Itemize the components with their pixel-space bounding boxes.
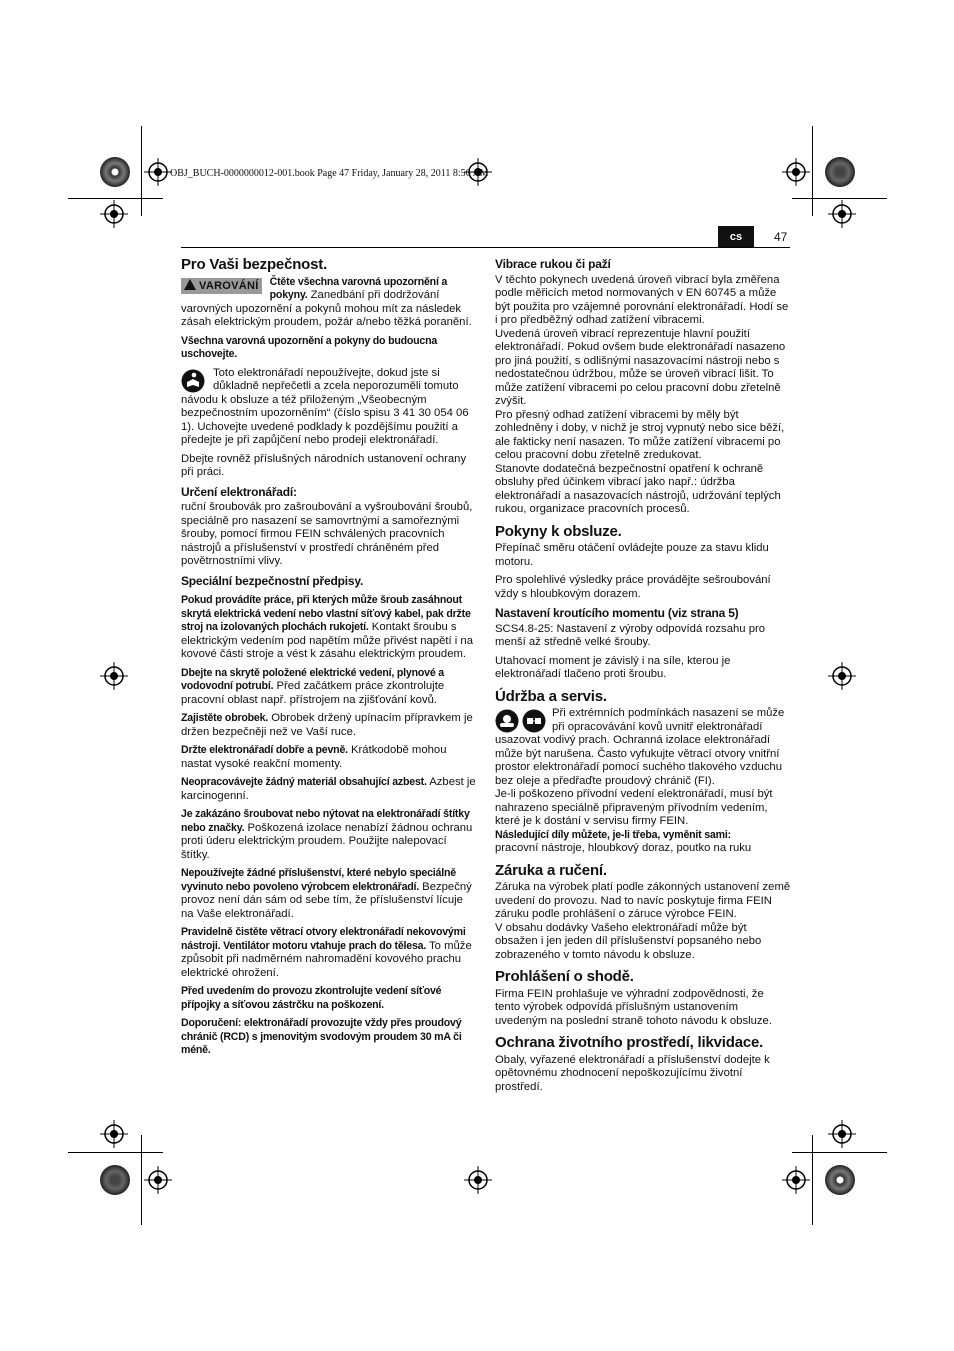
left-column bbox=[181, 258, 477, 1063]
torque-paragraph: SCS4.8-25: Nastavení z výroby odpovídá rozsahu pro menší až středně velké šrouby. bbox=[495, 622, 766, 648]
list-item: Dbejte na skrytě položené elektrické vedení, plynové a vodovodní potrubí. Před začátkem práce zkontrolujte pracovní oblast např. přístrojem na zjišťování kovů. bbox=[181, 666, 445, 706]
registration-mark-icon bbox=[100, 662, 128, 690]
color-target-icon bbox=[100, 1165, 130, 1195]
registration-mark-icon bbox=[782, 1166, 810, 1194]
crop-mark bbox=[812, 1135, 813, 1225]
language-tag: cs bbox=[718, 226, 754, 248]
crop-mark bbox=[792, 198, 887, 199]
torque-heading: Nastavení kroutícího momentu (viz strana 5) bbox=[495, 606, 739, 620]
special-rules-heading: Speciální bezpečnostní předpisy. bbox=[181, 573, 364, 588]
read-manual-icon bbox=[181, 369, 205, 393]
page-number: 47 bbox=[774, 230, 788, 244]
registration-mark-icon bbox=[464, 1166, 492, 1194]
registration-mark-icon bbox=[782, 158, 810, 186]
intended-use-heading: Určení elektronářadí: bbox=[181, 484, 297, 499]
crop-mark bbox=[792, 1152, 887, 1153]
vibration-paragraph: Pro přesný odhad zatížení vibracemi by měly být zohledněny i doby, v nichž je stroj vypnutý nebo sice běží, ale fakticky není nasazen. To může zatížení vibracemi po celou pracovní dobu zřetelně zredukovat. bbox=[495, 408, 785, 461]
color-target-icon bbox=[825, 1165, 855, 1195]
registration-mark-icon bbox=[828, 662, 856, 690]
intended-use-text: ruční šroubovák pro zašroubování a vyšroubování šroubů, speciálně pro nasazení se samovrtnými a samořeznými šrouby, pomocí firmou FEIN schválených pracovních nástrojů a příslušenství v prostředí chráněném před povětrnostními vlivy. bbox=[181, 501, 473, 567]
operation-paragraph: Pro spolehlivé výsledky práce provádějte sešroubování vždy s hloubkovým dorazem. bbox=[495, 574, 771, 600]
maintenance-icons bbox=[495, 709, 546, 733]
operation-paragraph: Přepínač směru otáčení ovládejte pouze za stavu klidu motoru. bbox=[495, 542, 769, 568]
keep-instructions: Všechna varovná upozornění a pokyny do budoucna uschovejte. bbox=[181, 334, 438, 360]
parts-paragraph: Následující díly můžete, je-li třeba, vyměnit sami: pracovní nástroje, hloubkový doraz, poutko na ruku bbox=[495, 828, 752, 854]
manual-paragraph: Toto elektronářadí nepoužívejte, dokud jste si důkladně nepřečetli a zcela neporozuměli tomuto návodu k obsluze a též přiloženým „Všeobecným bezpečnostním upozorněním“ (číslo spisu 3 41 30 054 06 1). Uchovejte uvedené podklady k pozdějšímu použití a předejte je při zapůjčení nebo prodeji elektronářadí. bbox=[181, 366, 469, 446]
national-rules: Dbejte rovněž příslušných národních ustanovení ochrany při práci. bbox=[181, 452, 467, 478]
maintenance-paragraph: Je-li poškozeno přívodní vedení elektronářadí, musí být nahrazeno speciálně připraveným přívodním vedením, které je k dostání v servisu firmy FEIN. bbox=[495, 788, 773, 827]
crop-mark bbox=[68, 1152, 163, 1153]
operation-heading: Pokyny k obsluze. bbox=[495, 522, 622, 540]
maintenance-heading: Údržba a servis. bbox=[495, 687, 607, 705]
registration-mark-icon bbox=[144, 158, 172, 186]
file-info-line: OBJ_BUCH-0000000012-001.book Page 47 Friday, January 28, 2011 8:56 AM bbox=[170, 168, 489, 179]
crop-mark bbox=[812, 126, 813, 216]
section-title: Pro Vaši bezpečnost. bbox=[181, 256, 328, 273]
list-item: Neopracovávejte žádný materiál obsahující azbest. Azbest je karcinogenní. bbox=[181, 776, 476, 802]
vibration-paragraph: Stanovte dodatečná bezpečnostní opatření k ochraně obsluhy před účinkem vibrací jako např.: údržba elektronářadí a nasazovacích nástrojů, udržování teplých rukou, organizace pracovních procesů. bbox=[495, 462, 781, 515]
conformity-heading: Prohlášení o shodě. bbox=[495, 968, 634, 985]
maintenance-paragraph: Při extrémních podmínkách nasazení se může při opracovávání kovů uvnitř elektronářadí usazovat vodivý prach. Ochranná izolace elektronářadí může být narušena. Často vyfukujte větrací otvory vnitřní prostor elektronářadí pomocí suchého tlakového vzduchu bez oleje a předřaďte proudový chránič (FI). bbox=[495, 707, 785, 787]
color-target-icon bbox=[825, 157, 855, 187]
list-item: Nepoužívejte žádné příslušenství, které nebylo speciálně vyvinuto nebo povoleno výrobcem elektronářadí. Bezpečný provoz není dán sám od sebe tím, že příslušenství lícuje na Vaše elektronářadí. bbox=[181, 867, 472, 920]
warranty-heading: Záruka a ručení. bbox=[495, 861, 607, 879]
warning-badge: VAROVÁNÍ bbox=[181, 278, 262, 294]
registration-mark-icon bbox=[100, 200, 128, 228]
registration-mark-icon bbox=[828, 200, 856, 228]
safety-list bbox=[181, 594, 477, 1058]
registration-mark-icon bbox=[828, 1120, 856, 1148]
right-column bbox=[495, 258, 791, 1099]
list-item: Pokud provádíte práce, při kterých může šroub zasáhnout skrytá elektrická vedení nebo vlastní síťový kabel, pak držte stroj na izolovaných plochách rukojetí. Kontakt šroubu s elektrickým vedením pod napětím může přivést napětí i na kovové části stroje a vést k zásahu elektrickým proudem. bbox=[181, 594, 473, 660]
environment-paragraph: Obaly, vyřazené elektronářadí a příslušenství dodejte k opětovnému zhodnocení nepoškozujícímu životní prostředí. bbox=[495, 1053, 770, 1093]
color-target-icon bbox=[100, 157, 130, 187]
warning-triangle-icon bbox=[184, 279, 196, 290]
crop-mark bbox=[141, 126, 142, 216]
eye-protection-icon bbox=[495, 709, 519, 733]
torque-paragraph: Utahovací moment je závislý i na síle, kterou je elektronářadí tlačeno proti šroubu. bbox=[495, 654, 731, 680]
list-item: Je zakázáno šroubovat nebo nýtovat na elektronářadí štítky nebo značky. Poškozená izolace nenabízí žádnou ochranu proti úderu elektrickým proudem. Použijte nalepovací štítky. bbox=[181, 808, 473, 861]
warranty-paragraph: Záruka na výrobek platí podle zákonných ustanovení země uvedení do provozu. Nad to navíc poskytuje firma FEIN záruku podle prohlášení o záruce výrobce FEIN. bbox=[495, 881, 791, 920]
unplug-icon bbox=[522, 709, 546, 733]
warning-paragraph: VAROVÁNÍ Čtěte všechna varovná upozornění a pokyny. Zanedbání při dodržování varovných upozornění a pokynů mohou mít za následek zásah elektrickým proudem, požár a/nebo těžká poranění. bbox=[181, 275, 472, 328]
crop-mark bbox=[68, 198, 163, 199]
list-item: Zajistěte obrobek. Obrobek držený upínacím přípravkem je držen bezpečněji než ve Vaší ruce. bbox=[181, 712, 473, 738]
registration-mark-icon bbox=[100, 1120, 128, 1148]
vibration-heading: Vibrace rukou či paží bbox=[495, 257, 611, 271]
list-item: Držte elektronářadí dobře a pevně. Krátkodobě mohou nastat vysoké reakční momenty. bbox=[181, 744, 447, 770]
crop-mark bbox=[141, 1135, 142, 1225]
environment-heading: Ochrana životního prostředí, likvidace. bbox=[495, 1034, 764, 1051]
list-item: Před uvedením do provozu zkontrolujte vedení síťové přípojky a síťovou zástrčku na poškození. bbox=[181, 985, 442, 1011]
header-rule bbox=[181, 247, 790, 248]
registration-mark-icon bbox=[144, 1166, 172, 1194]
conformity-paragraph: Firma FEIN prohlašuje ve výhradní zodpovědnosti, že tento výrobek odpovídá příslušným ustanovením uvedeným na poslední straně tohoto návodu k obsluze. bbox=[495, 987, 772, 1027]
list-item: Doporučení: elektronářadí provozujte vždy přes proudový chránič (RCD) s jmenovitým svodovým proudem 30 mA či méně. bbox=[181, 1017, 462, 1056]
list-item: Pravidelně čistěte větrací otvory elektronářadí nekovovými nástroji. Ventilátor motoru vtahuje prach do tělesa. To může způsobit při nadměrném nahromadění kovového prachu elektrické ohrožení. bbox=[181, 926, 472, 979]
warranty-paragraph: V obsahu dodávky Vašeho elektronářadí může být obsažen i jen jeden díl příslušenství popsaného nebo zobrazeného v tomto návodu k obsluze. bbox=[495, 921, 762, 961]
vibration-paragraph: Uvedená úroveň vibrací reprezentuje hlavní použití elektronářadí. Pokud ovšem bude elektronářadí nasazeno pro jiná použití, s odlišnými nasazovacími nástroji nebo s nedostatečnou údržbou, může se úroveň vibrací lišit. To může zatížení vibracemi po celou pracovní dobu zřetelně zvýšit. bbox=[495, 327, 786, 407]
vibration-paragraph: V těchto pokynech uvedená úroveň vibrací byla změřena podle měřicích metod normovaných v EN 60745 a může být použita pro vzájemné porovnání elektronářadí. Hodí se i pro předběžný odhad zatížení vibracemi. bbox=[495, 273, 789, 326]
